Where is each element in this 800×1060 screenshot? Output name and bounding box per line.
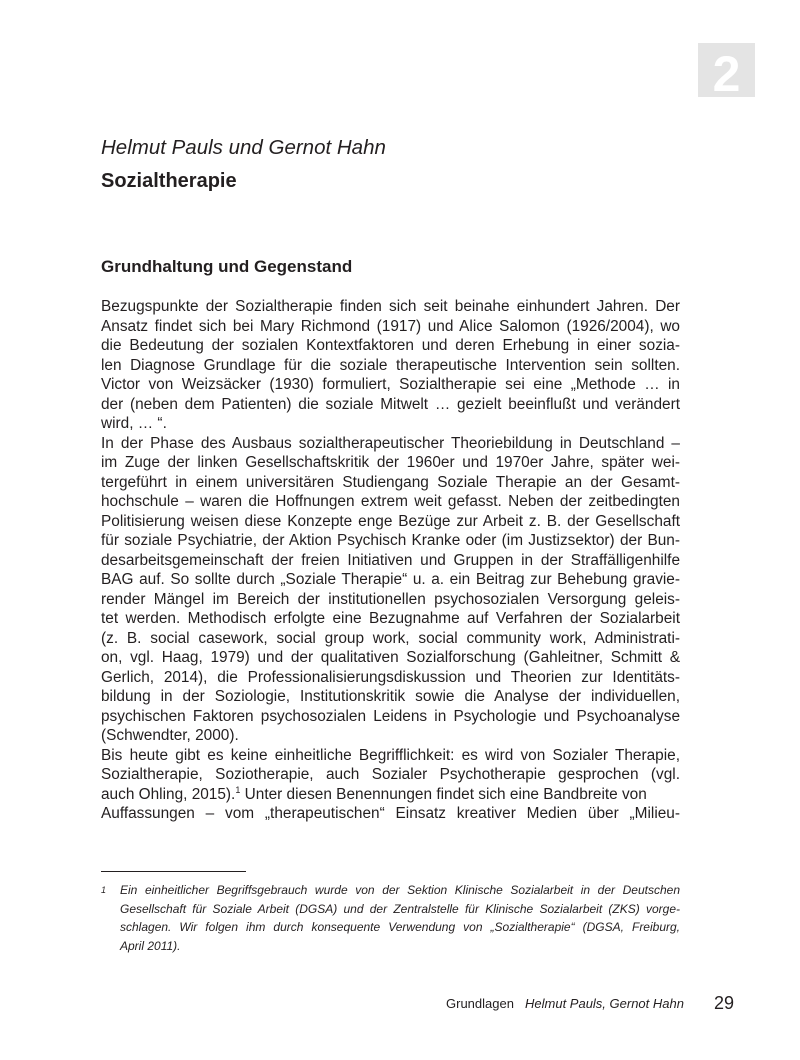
body-line: (Schwendter, 2000).: [101, 727, 239, 744]
body-line: bildung in der Soziologie, Institutionskritik sowie die Analyse der individuellen,: [101, 688, 680, 705]
footer-section-label: Grundlagen: [446, 996, 514, 1011]
footnote-line: schlagen. Wir folgen ihm durch konsequente Verwendung von „Sozialtherapie“ (DGSA, Freiburg,: [120, 920, 680, 934]
body-line: die Bedeutung der sozialen Kontextfaktoren und deren Erhebung in einer sozia-: [101, 337, 680, 354]
body-line: len Diagnose Grundlage für die soziale therapeutische Intervention sein sollten.: [101, 356, 680, 374]
footnote: [101, 881, 680, 955]
footnote-text: [120, 881, 680, 955]
body-line: desarbeitsgemeinschaft der freien Initiativen und Gruppen in der Straffälligenhilfe: [101, 551, 680, 569]
chapter-number: 2: [712, 46, 741, 97]
section-heading: Grundhaltung und Gegenstand: [101, 257, 353, 276]
body-line: tergeführt in einem universitären Studiengang Soziale Therapie an der Gesamt-: [101, 473, 680, 491]
body-line: tet werden. Methodisch erfolgte eine Bezugnahme auf Verfahren der Sozialarbeit: [101, 610, 680, 627]
body-line: im Zuge der linken Gesellschaftskritik der 1960er und 1970er Jahre, später wei-: [101, 454, 680, 471]
body-line: on, vgl. Haag, 1979) und der qualitativen Sozialforschung (Gahleitner, Schmitt &: [101, 649, 680, 666]
footnote-line: Ein einheitlicher Begriffsgebrauch wurde von der Sektion Klinische Sozialarbeit in der Deutschen: [120, 883, 680, 897]
body-line: Politisierung weisen diese Konzepte enge Bezüge zur Arbeit z. B. der Gesellschaft: [101, 512, 680, 530]
chapter-title: Sozialtherapie: [101, 170, 237, 192]
body-line: wird, … “.: [101, 415, 167, 432]
body-line: Sozialtherapie, Soziotherapie, auch Sozialer Psychotherapie gesprochen (vgl.: [101, 766, 680, 783]
body-line: Ansatz findet sich bei Mary Richmond (1917) und Alice Salomon (1926/2004), wo: [101, 317, 680, 335]
page-number: 29: [714, 993, 735, 1013]
body-line-part: auch Ohling, 2015).: [101, 785, 236, 803]
footnote-mark: 1: [101, 885, 107, 895]
body-text: [101, 297, 680, 824]
footer-authors: Helmut Pauls, Gernot Hahn: [525, 996, 684, 1011]
body-line: Gerlich, 2014), die Professionalisierungsdiskussion und Theorien zur Identitäts-: [101, 668, 680, 686]
body-line-part: Unter diesen Benennungen findet sich eine Bandbreite von: [244, 785, 647, 803]
chapter-number-badge: [698, 43, 755, 97]
body-line-with-footnote: [101, 785, 680, 805]
body-line: BAG auf. So sollte durch „Soziale Therapie“ u. a. ein Beitrag zur Behebung gravie-: [101, 571, 680, 588]
footnote-line: April 2011).: [120, 938, 181, 953]
footnote-line: Gesellschaft für Soziale Arbeit (DGSA) und der Zentralstelle für Klinische Sozialarbeit (ZKS) vorge-: [120, 901, 680, 916]
footnote-reference[interactable]: 1: [235, 784, 241, 795]
footnote-divider: [101, 871, 246, 872]
body-line: für soziale Psychiatrie, der Aktion Psychisch Kranke oder (im Justizsektor) der Bun-: [101, 532, 680, 549]
body-line: Auffassungen – vom „therapeutischen“ Einsatz kreativer Medien über „Milieu-: [101, 805, 680, 822]
body-line: Bezugspunkte der Sozialtherapie finden sich seit beinahe einhundert Jahren. Der: [101, 298, 680, 315]
body-line: Victor von Weizsäcker (1930) formuliert, Sozialtherapie sei eine „Methode … in: [101, 376, 680, 393]
body-line: psychischen Faktoren psychosozialen Leidens in Psychologie und Psychoanalyse: [101, 707, 680, 725]
body-line: In der Phase des Ausbaus sozialtherapeutischer Theoriebildung in Deutschland –: [101, 434, 680, 452]
chapter-authors: Helmut Pauls und Gernot Hahn: [101, 136, 386, 159]
body-line: Bis heute gibt es keine einheitliche Begrifflichkeit: es wird von Sozialer Therapie,: [101, 746, 680, 764]
body-line: render Mängel im Bereich der institutionellen psychosozialen Versorgung geleis-: [101, 590, 680, 608]
body-line: der (neben dem Patienten) die soziale Mitwelt … gezielt beeinflußt und verändert: [101, 395, 680, 413]
body-line: (z. B. social casework, social group work, social community work, Administrati-: [101, 629, 680, 647]
body-line: hochschule – waren die Hoffnungen extrem weit gefasst. Neben der zeitbedingten: [101, 493, 680, 510]
